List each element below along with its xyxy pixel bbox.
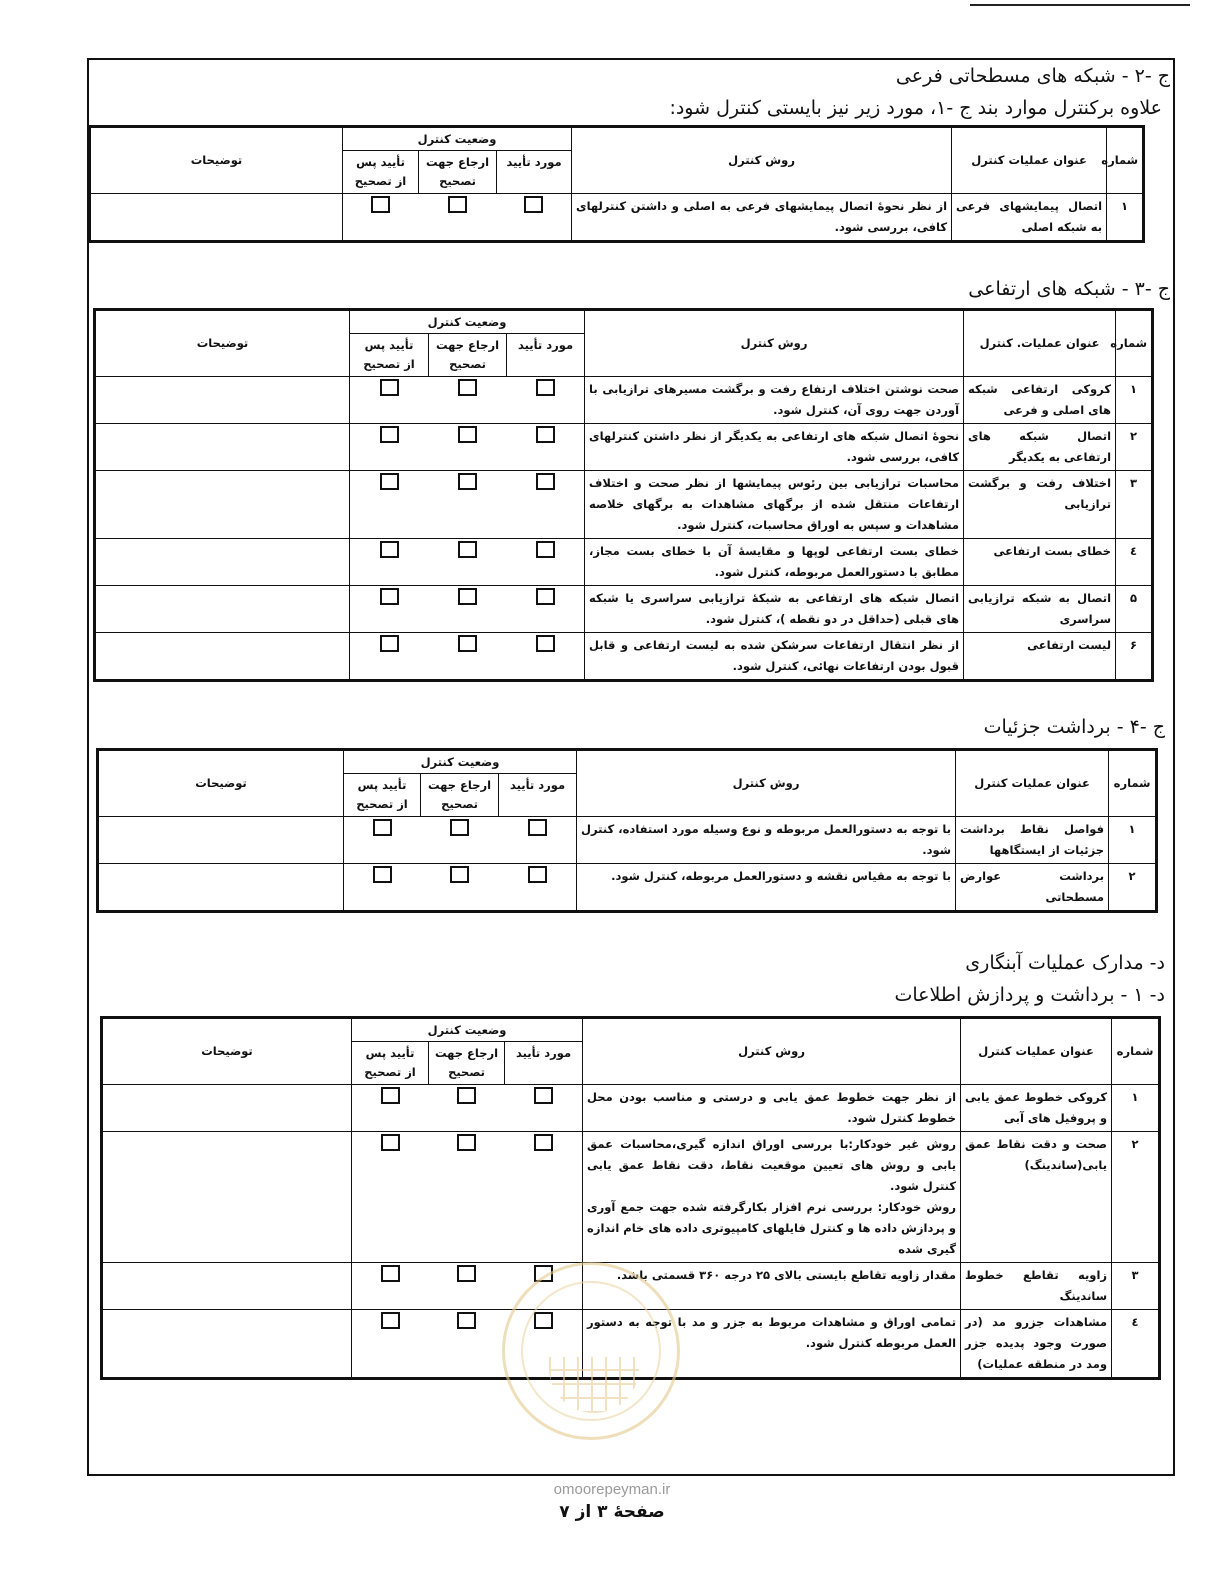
after-correction-checkbox-cell — [343, 194, 419, 242]
after-correction-checkbox-cell — [352, 1310, 429, 1379]
after-correction-checkbox-cell — [350, 633, 429, 681]
return-checkbox[interactable] — [457, 1265, 476, 1282]
after-correction-checkbox[interactable] — [380, 473, 399, 490]
after-correction-checkbox-cell — [350, 471, 429, 539]
header-notes: توضیحات — [102, 1018, 352, 1085]
approved-checkbox[interactable] — [536, 635, 555, 652]
row-method-text: روش غیر خودکار:با بررسی اوراق اندازه گیری،محاسبات عمق یابی و روش های تعیین موقعیت نقاط، دقت نقاط عمق یابی کنترل شود. — [587, 1137, 957, 1193]
row-title: زاویه تقاطع خطوط ساندینگ — [961, 1263, 1112, 1310]
table-row — [95, 633, 1153, 681]
row-notes — [95, 471, 350, 539]
row-method — [577, 864, 956, 912]
row-method-text-2: روش خودکار: بررسی نرم افزار بکارگرفته شده جهت جمع آوری و پردازش داده ها و کنترل فایلهای کامپیوتری داده های خام اندازه گیری شده — [587, 1200, 957, 1256]
approved-checkbox[interactable] — [536, 473, 555, 490]
header-return: ارجاع جهت تصحیح — [419, 151, 497, 194]
return-checkbox-cell — [429, 539, 507, 586]
site-watermark: omoorepeyman.ir — [553, 1481, 671, 1498]
header-method: روش کنترل — [585, 310, 964, 377]
row-method-text: محاسبات ترازیابی بین رئوس پیمایشها از نظر صحت و اختلاف ارتفاعات منتقل شده از برگهای مشاهدات به برگهای خلاصه مشاهدات و سپس به اوراق محاسبات، کنترل شود. — [589, 476, 960, 532]
header-notes: توضیحات — [95, 310, 350, 377]
header-return: ارجاع جهت تصحیح — [429, 1042, 505, 1085]
approved-checkbox[interactable] — [524, 196, 543, 213]
return-checkbox[interactable] — [457, 1134, 476, 1151]
row-notes — [95, 586, 350, 633]
row-number: ۵ — [1116, 586, 1153, 633]
row-title: فواصل نقاط برداشت جزئیات از ایستگاهها — [956, 817, 1109, 864]
header-after-correction: تأیید پس از تصحیح — [352, 1042, 429, 1085]
top-rule — [970, 4, 1190, 6]
approved-checkbox[interactable] — [536, 541, 555, 558]
return-checkbox-cell — [429, 377, 507, 424]
section-c4-title: ج -۴ - برداشت جزئیات — [983, 716, 1165, 738]
row-method-text: با توجه به دستورالعمل مربوطه و نوع وسیله مورد استفاده، کنترل شود. — [581, 822, 952, 857]
return-checkbox[interactable] — [458, 588, 477, 605]
row-method — [585, 539, 964, 586]
header-number: شماره — [1112, 1018, 1160, 1085]
after-correction-checkbox[interactable] — [380, 426, 399, 443]
table-row — [102, 1132, 1160, 1263]
return-checkbox-cell — [421, 864, 499, 912]
section-d1-title: د- ۱ - برداشت و پردازش اطلاعات — [894, 984, 1165, 1006]
after-correction-checkbox[interactable] — [373, 819, 392, 836]
return-checkbox-cell — [419, 194, 497, 242]
approved-checkbox-cell — [507, 539, 585, 586]
approved-checkbox-cell — [507, 377, 585, 424]
table-row — [95, 471, 1153, 539]
row-number: ۲ — [1116, 424, 1153, 471]
after-correction-checkbox-cell — [344, 817, 421, 864]
row-title: اتصال به شبکه ترازیابی سراسری — [964, 586, 1116, 633]
row-method — [585, 633, 964, 681]
return-checkbox[interactable] — [450, 819, 469, 836]
approved-checkbox[interactable] — [534, 1087, 553, 1104]
return-checkbox[interactable] — [448, 196, 467, 213]
after-correction-checkbox-cell — [350, 539, 429, 586]
return-checkbox-cell — [429, 1085, 505, 1132]
row-method — [585, 424, 964, 471]
table-c3 — [93, 308, 1154, 682]
row-method-text: اتصال شبکه های ارتفاعی به شبکهٔ ترازیابی سراسری یا شبکه های قبلی (حداقل در دو نقطه )، کنترل شود. — [589, 591, 960, 626]
header-op-title: عنوان عملیات کنترل — [956, 750, 1109, 817]
row-method-text: از نظر انتقال ارتفاعات سرشکن شده به لیست ارتفاعی و قابل قبول بودن ارتفاعات نهائی، کنترل شود. — [589, 638, 960, 673]
row-notes — [95, 377, 350, 424]
after-correction-checkbox-cell — [352, 1085, 429, 1132]
header-method: روش کنترل — [583, 1018, 961, 1085]
header-after-correction: تأیید پس از تصحیح — [343, 151, 419, 194]
row-title: اختلاف رفت و برگشت ترازیابی — [964, 471, 1116, 539]
return-checkbox[interactable] — [458, 635, 477, 652]
after-correction-checkbox[interactable] — [381, 1312, 400, 1329]
header-number: شماره — [1116, 310, 1153, 377]
return-checkbox[interactable] — [458, 541, 477, 558]
header-status-group: وضعیت کنترل — [350, 310, 585, 334]
after-correction-checkbox-cell — [350, 586, 429, 633]
table-c4 — [96, 748, 1158, 913]
row-notes — [102, 1263, 352, 1310]
row-notes — [98, 864, 344, 912]
after-correction-checkbox-cell — [344, 864, 421, 912]
approved-checkbox[interactable] — [528, 866, 547, 883]
header-approved: مورد تأیید — [497, 151, 572, 194]
row-method — [585, 471, 964, 539]
row-notes — [95, 539, 350, 586]
return-checkbox-cell — [429, 424, 507, 471]
table-row — [98, 817, 1157, 864]
row-number: ۱ — [1107, 194, 1144, 242]
after-correction-checkbox[interactable] — [381, 1134, 400, 1151]
header-number: شماره — [1109, 750, 1157, 817]
table-row — [98, 864, 1157, 912]
header-approved: مورد تأیید — [499, 774, 577, 817]
after-correction-checkbox[interactable] — [380, 541, 399, 558]
row-number: ٤ — [1116, 539, 1153, 586]
row-method — [583, 1085, 961, 1132]
row-title: لیست ارتفاعی — [964, 633, 1116, 681]
header-after-correction: تأیید پس از تصحیح — [350, 334, 429, 377]
after-correction-checkbox[interactable] — [380, 379, 399, 396]
header-method: روش کنترل — [572, 127, 952, 194]
approved-checkbox-cell — [507, 633, 585, 681]
header-number: شماره — [1107, 127, 1144, 194]
row-title: مشاهدات جزرو مد (در صورت وجود پدیده جزر ومد در منطقه عملیات) — [961, 1310, 1112, 1379]
after-correction-checkbox[interactable] — [381, 1265, 400, 1282]
approved-checkbox-cell — [507, 424, 585, 471]
row-notes — [102, 1310, 352, 1379]
after-correction-checkbox[interactable] — [381, 1087, 400, 1104]
return-checkbox[interactable] — [458, 473, 477, 490]
row-method-text: خطای بست ارتفاعی لوپها و مقایسهٔ آن با خطای بست مجاز، مطابق با دستورالعمل مربوطه، کنترل شود. — [589, 544, 960, 579]
row-title: کروکی خطوط عمق یابی و پروفیل های آبی — [961, 1085, 1112, 1132]
row-method — [583, 1132, 961, 1263]
approved-checkbox[interactable] — [534, 1134, 553, 1151]
row-title: خطای بست ارتفاعی — [964, 539, 1116, 586]
table-row — [95, 586, 1153, 633]
table-c2 — [88, 125, 1145, 243]
row-notes — [90, 194, 343, 242]
row-method-text: تمامی اوراق و مشاهدات مربوط به جزر و مد با توجه به دستور العمل مربوطه کنترل شود. — [587, 1315, 957, 1350]
return-checkbox-cell — [429, 1263, 505, 1310]
header-after-correction: تأیید پس از تصحیح — [344, 774, 421, 817]
approved-checkbox[interactable] — [536, 379, 555, 396]
return-checkbox[interactable] — [458, 426, 477, 443]
row-method — [577, 817, 956, 864]
page-number: صفحهٔ ۳ از ۷ — [559, 1502, 665, 1522]
return-checkbox[interactable] — [450, 866, 469, 883]
table-row — [95, 377, 1153, 424]
watermark-seal — [502, 1262, 680, 1440]
return-checkbox-cell — [429, 1132, 505, 1263]
header-return: ارجاع جهت تصحیح — [421, 774, 499, 817]
table-row — [95, 424, 1153, 471]
row-method-text: با توجه به مقیاس نقشه و دستورالعمل مربوطه، کنترل شود. — [611, 869, 952, 883]
return-checkbox[interactable] — [458, 379, 477, 396]
row-number: ۲ — [1112, 1132, 1160, 1263]
after-correction-checkbox-cell — [352, 1132, 429, 1263]
row-method-text: صحت نوشتن اختلاف ارتفاع رفت و برگشت مسیرهای ترازیابی با آوردن جهت روی آن، کنترل شود. — [589, 382, 960, 417]
row-title: برداشت عوارض مسطحاتی — [956, 864, 1109, 912]
approved-checkbox[interactable] — [536, 588, 555, 605]
return-checkbox-cell — [429, 633, 507, 681]
row-number: ۱ — [1112, 1085, 1160, 1132]
row-title: اتصال پیمایشهای فرعی به شبکه اصلی — [952, 194, 1107, 242]
row-number: ۶ — [1116, 633, 1153, 681]
header-op-title: عنوان عملیات کنترل — [952, 127, 1107, 194]
row-notes — [98, 817, 344, 864]
after-correction-checkbox-cell — [350, 377, 429, 424]
after-correction-checkbox[interactable] — [371, 196, 390, 213]
header-status-group: وضعیت کنترل — [343, 127, 572, 151]
row-number: ۳ — [1112, 1263, 1160, 1310]
row-notes — [95, 424, 350, 471]
after-correction-checkbox-cell — [352, 1263, 429, 1310]
header-op-title: عنوان عملیات کنترل — [961, 1018, 1112, 1085]
approved-checkbox-cell — [499, 864, 577, 912]
row-method — [585, 586, 964, 633]
return-checkbox-cell — [429, 586, 507, 633]
approved-checkbox[interactable] — [536, 426, 555, 443]
header-return: ارجاع جهت تصحیح — [429, 334, 507, 377]
row-method-text: مقدار زاویه تقاطع بایستی بالای ۲۵ درجه ۳۶۰ قسمتی باشد. — [616, 1268, 957, 1282]
header-notes: توضیحات — [98, 750, 344, 817]
table-row — [90, 194, 1144, 242]
row-title: صحت و دقت نقاط عمق یابی(ساندینگ) — [961, 1132, 1112, 1263]
row-title: کروکی ارتفاعی شبکه های اصلی و فرعی — [964, 377, 1116, 424]
approved-checkbox-cell — [497, 194, 572, 242]
section-d-title: د- مدارک عملیات آبنگاری — [965, 952, 1165, 974]
return-checkbox-cell — [429, 1310, 505, 1379]
row-notes — [102, 1132, 352, 1263]
after-correction-checkbox[interactable] — [380, 588, 399, 605]
approved-checkbox[interactable] — [528, 819, 547, 836]
approved-checkbox-cell — [505, 1132, 583, 1263]
table-row — [95, 539, 1153, 586]
header-status-group: وضعیت کنترل — [344, 750, 577, 774]
approved-checkbox-cell — [505, 1085, 583, 1132]
return-checkbox-cell — [421, 817, 499, 864]
header-status-group: وضعیت کنترل — [352, 1018, 583, 1042]
row-number: ۱ — [1116, 377, 1153, 424]
return-checkbox[interactable] — [457, 1087, 476, 1104]
row-method-text: از نظر نحوهٔ اتصال پیمایشهای فرعی به اصلی و داشتن کنترلهای کافی، بررسی شود. — [576, 199, 948, 234]
header-method: روش کنترل — [577, 750, 956, 817]
row-number: ۲ — [1109, 864, 1157, 912]
return-checkbox-cell — [429, 471, 507, 539]
approved-checkbox-cell — [507, 471, 585, 539]
return-checkbox[interactable] — [457, 1312, 476, 1329]
after-correction-checkbox[interactable] — [380, 635, 399, 652]
header-approved: مورد تأیید — [505, 1042, 583, 1085]
header-approved: مورد تأیید — [507, 334, 585, 377]
header-notes: توضیحات — [90, 127, 343, 194]
approved-checkbox-cell — [499, 817, 577, 864]
section-c2-title: ج -۲ - شبکه های مسطحاتی فرعی — [895, 65, 1170, 87]
row-method-text: نحوهٔ اتصال شبکه های ارتفاعی به یکدیگر از نظر داشتن کنترلهای کافی، بررسی شود. — [589, 429, 960, 464]
row-method — [585, 377, 964, 424]
table-row — [102, 1085, 1160, 1132]
row-title: اتصال شبکه های ارتفاعی به یکدیگر — [964, 424, 1116, 471]
row-notes — [95, 633, 350, 681]
after-correction-checkbox-cell — [350, 424, 429, 471]
row-method-text: از نظر جهت خطوط عمق یابی و درستی و مناسب بودن محل خطوط کنترل شود. — [587, 1090, 957, 1125]
row-number: ۱ — [1109, 817, 1157, 864]
row-number: ۳ — [1116, 471, 1153, 539]
section-c3-title: ج -۳ - شبکه های ارتفاعی — [968, 278, 1170, 300]
approved-checkbox-cell — [507, 586, 585, 633]
row-number: ٤ — [1112, 1310, 1160, 1379]
row-notes — [102, 1085, 352, 1132]
header-op-title: عنوان عملیات. کنترل — [964, 310, 1116, 377]
row-method — [572, 194, 952, 242]
section-c2-intro: علاوه برکنترل موارد بند ج -۱، مورد زیر نیز بایستی کنترل شود: — [669, 97, 1162, 119]
after-correction-checkbox[interactable] — [373, 866, 392, 883]
